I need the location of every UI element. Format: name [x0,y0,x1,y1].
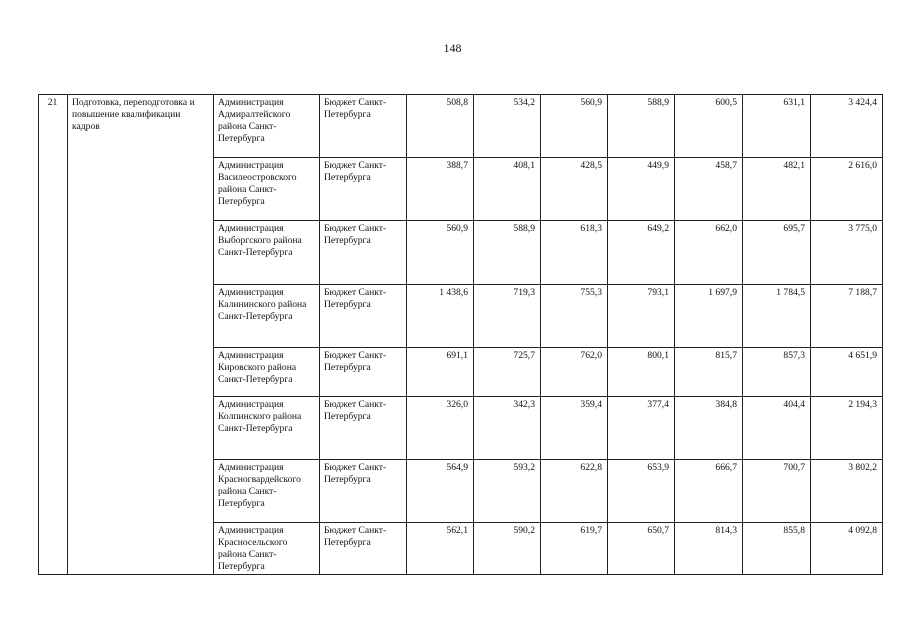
executor-cell: Администрация Василеостровского района Санкт-Петербурга [214,158,320,221]
value-cell: 458,7 [675,158,743,221]
executor-cell: Администрация Калининского района Санкт-Петербурга [214,285,320,348]
value-cell: 508,8 [407,95,474,158]
value-cell: 588,9 [608,95,675,158]
source-cell: Бюджет Санкт-Петербурга [320,158,407,221]
executor-cell: Администрация Колпинского района Санкт-Петербурга [214,397,320,460]
source-cell: Бюджет Санкт-Петербурга [320,348,407,397]
value-cell: 800,1 [608,348,675,397]
value-cell: 342,3 [474,397,541,460]
value-cell: 326,0 [407,397,474,460]
value-cell: 653,9 [608,460,675,523]
value-cell: 815,7 [675,348,743,397]
source-cell: Бюджет Санкт-Петербурга [320,285,407,348]
value-cell: 560,9 [541,95,608,158]
value-cell: 600,5 [675,95,743,158]
value-cell: 359,4 [541,397,608,460]
value-cell: 588,9 [474,221,541,285]
page-number: 148 [443,41,462,55]
source-cell: Бюджет Санкт-Петербурга [320,95,407,158]
source-cell: Бюджет Санкт-Петербурга [320,221,407,285]
total-cell: 2 194,3 [811,397,883,460]
value-cell: 666,7 [675,460,743,523]
source-cell: Бюджет Санкт-Петербурга [320,460,407,523]
executor-cell: Администрация Кировского района Санкт-Петербурга [214,348,320,397]
value-cell: 384,8 [675,397,743,460]
value-cell: 564,9 [407,460,474,523]
value-cell: 691,1 [407,348,474,397]
value-cell: 404,4 [743,397,811,460]
total-cell: 3 775,0 [811,221,883,285]
value-cell: 762,0 [541,348,608,397]
table-row [39,95,883,158]
value-cell: 1 697,9 [675,285,743,348]
value-cell: 428,5 [541,158,608,221]
total-cell: 4 651,9 [811,348,883,397]
item-number: 21 [39,95,68,575]
value-cell: 562,1 [407,523,474,575]
total-cell: 7 188,7 [811,285,883,348]
value-cell: 662,0 [675,221,743,285]
value-cell: 482,1 [743,158,811,221]
source-cell: Бюджет Санкт-Петербурга [320,397,407,460]
value-cell: 695,7 [743,221,811,285]
executor-cell: Администрация Красносельского района Санкт-Петербурга [214,523,320,575]
value-cell: 649,2 [608,221,675,285]
executor-cell: Администрация Красногвардейского района Санкт-Петербурга [214,460,320,523]
table-body [39,95,883,575]
value-cell: 631,1 [743,95,811,158]
total-cell: 2 616,0 [811,158,883,221]
value-cell: 622,8 [541,460,608,523]
value-cell: 590,2 [474,523,541,575]
value-cell: 377,4 [608,397,675,460]
executor-cell: Администрация Выборгского района Санкт-Петербурга [214,221,320,285]
value-cell: 814,3 [675,523,743,575]
value-cell: 857,3 [743,348,811,397]
value-cell: 793,1 [608,285,675,348]
value-cell: 388,7 [407,158,474,221]
total-cell: 3 802,2 [811,460,883,523]
value-cell: 855,8 [743,523,811,575]
value-cell: 725,7 [474,348,541,397]
value-cell: 593,2 [474,460,541,523]
value-cell: 534,2 [474,95,541,158]
source-cell: Бюджет Санкт-Петербурга [320,523,407,575]
budget-table [38,94,883,575]
value-cell: 449,9 [608,158,675,221]
executor-cell: Администрация Адмиралтейского района Санкт-Петербурга [214,95,320,158]
value-cell: 618,3 [541,221,608,285]
value-cell: 1 784,5 [743,285,811,348]
value-cell: 755,3 [541,285,608,348]
value-cell: 560,9 [407,221,474,285]
value-cell: 650,7 [608,523,675,575]
value-cell: 700,7 [743,460,811,523]
activity-name: Подготовка, переподготовка и повышение квалификации кадров [68,95,214,575]
total-cell: 3 424,4 [811,95,883,158]
value-cell: 1 438,6 [407,285,474,348]
value-cell: 719,3 [474,285,541,348]
value-cell: 408,1 [474,158,541,221]
total-cell: 4 092,8 [811,523,883,575]
value-cell: 619,7 [541,523,608,575]
